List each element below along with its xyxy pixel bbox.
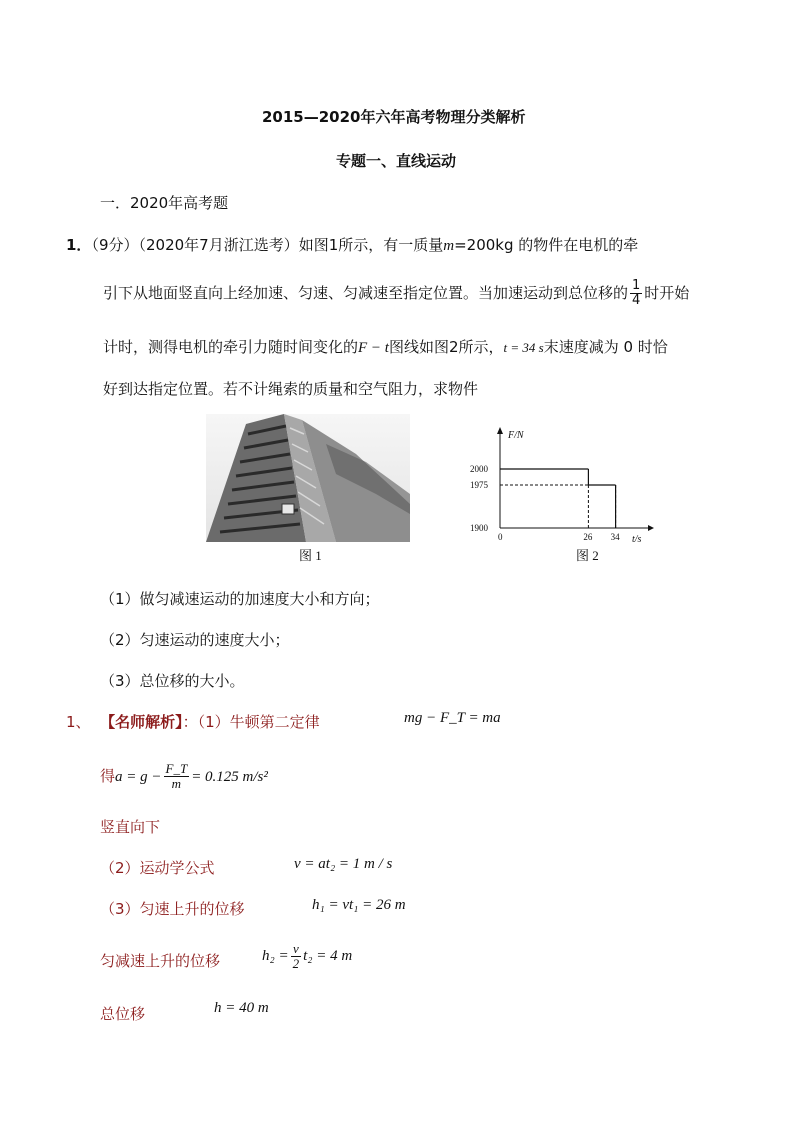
solution-line-1 bbox=[66, 711, 320, 732]
acceleration-prefix: 得 bbox=[100, 767, 116, 785]
problem-line1-pre: （9分）（2020年7月浙江选考）如图1所示，有一质量 bbox=[91, 236, 444, 254]
figure-1-caption: 图 1 bbox=[299, 548, 322, 563]
problem-line2-pre: 引下从地面竖直向上经加速、匀速、匀减速至指定位置。当加速运动到总位移的 bbox=[103, 284, 629, 302]
section-heading: 一．2020年高考题 bbox=[100, 194, 229, 212]
solution-step1-label: ：（1）牛顿第二定律 bbox=[182, 713, 320, 731]
uniform-displacement-equation: h₁ = vt₁ = 26 m bbox=[312, 897, 406, 913]
problem-line-1 bbox=[66, 234, 638, 255]
problem-line3-mid: 图线如图2所示， bbox=[388, 338, 504, 356]
solution-step2-label: （2）运动学公式 bbox=[100, 859, 215, 877]
question-2: （2）匀速运动的速度大小； bbox=[100, 631, 290, 649]
question-1: （1）做匀减速运动的加速度大小和方向； bbox=[100, 590, 380, 608]
problem-number: 1． bbox=[66, 236, 92, 254]
direction-downward: 竖直向下 bbox=[100, 818, 161, 836]
problem-line-3 bbox=[103, 336, 668, 357]
solution-number: 1、 bbox=[66, 713, 91, 731]
y-tick-label: 1975 bbox=[470, 480, 488, 490]
x-tick-label: 0 bbox=[498, 532, 503, 542]
fraction-one-quarter: $\frac{1}{4}$ bbox=[632, 278, 641, 308]
x-axis-arrow-icon bbox=[648, 525, 654, 531]
problem-line3-pre: 计时，测得电机的牵引力随时间变化的 bbox=[103, 338, 359, 356]
velocity-equation: v = at₂ = 1 m / s bbox=[294, 856, 393, 872]
y-tick-label: 2000 bbox=[470, 464, 488, 474]
y-axis-arrow-icon bbox=[497, 427, 503, 434]
deceleration-displacement-label: 匀减速上升的位移 bbox=[100, 952, 221, 970]
deceleration-displacement-equation: h₂ = $\frac{v}{2}$ t₂ = 4 m bbox=[262, 941, 353, 971]
acceleration-equation bbox=[100, 762, 268, 791]
document-title: 2015—2020年六年高考物理分类解析 bbox=[262, 108, 526, 126]
acceleration-result: = 0.125 m/s² bbox=[191, 769, 268, 785]
force-time-chart bbox=[466, 424, 656, 544]
problem-line2-post: 时开始 bbox=[644, 284, 690, 302]
building-photo bbox=[206, 414, 410, 542]
x-tick-label: 34 bbox=[610, 532, 620, 542]
total-displacement-equation: h = 40 m bbox=[214, 1000, 269, 1016]
question-3: （3）总位移的大小。 bbox=[100, 672, 245, 690]
acceleration-lhs: a = g − bbox=[115, 769, 162, 785]
time-equation: t = 34 s bbox=[503, 340, 544, 355]
mass-symbol: m bbox=[443, 238, 455, 254]
newton-equation: mg − F_T = ma bbox=[404, 710, 501, 726]
problem-line-4: 好到达指定位置。若不计绳索的质量和空气阻力，求物件 bbox=[103, 380, 479, 398]
y-tick-label: 1900 bbox=[470, 523, 488, 533]
problem-line3-post: 末速度减为 0 时恰 bbox=[543, 338, 668, 356]
force-over-mass-fraction: $\frac{F\_T}{m}$ bbox=[165, 761, 188, 791]
v-over-2-fraction: $\frac{v}{2}$ bbox=[292, 941, 300, 971]
y-axis-label: F/N bbox=[508, 430, 524, 441]
solution-step3-label: （3）匀速上升的位移 bbox=[100, 900, 245, 918]
problem-line1-post: =200kg 的物件在电机的牵 bbox=[454, 236, 639, 254]
document-subtitle: 专题一、直线运动 bbox=[336, 152, 457, 170]
total-displacement-label: 总位移 bbox=[100, 1005, 146, 1023]
solution-tag: 【名师解析】 bbox=[100, 713, 183, 731]
ft-symbol: F − t bbox=[358, 340, 389, 356]
figure-2-caption: 图 2 bbox=[576, 548, 599, 563]
x-tick-label: 26 bbox=[583, 532, 593, 542]
x-axis-label: t/s bbox=[632, 534, 642, 544]
problem-line-2 bbox=[103, 279, 689, 308]
